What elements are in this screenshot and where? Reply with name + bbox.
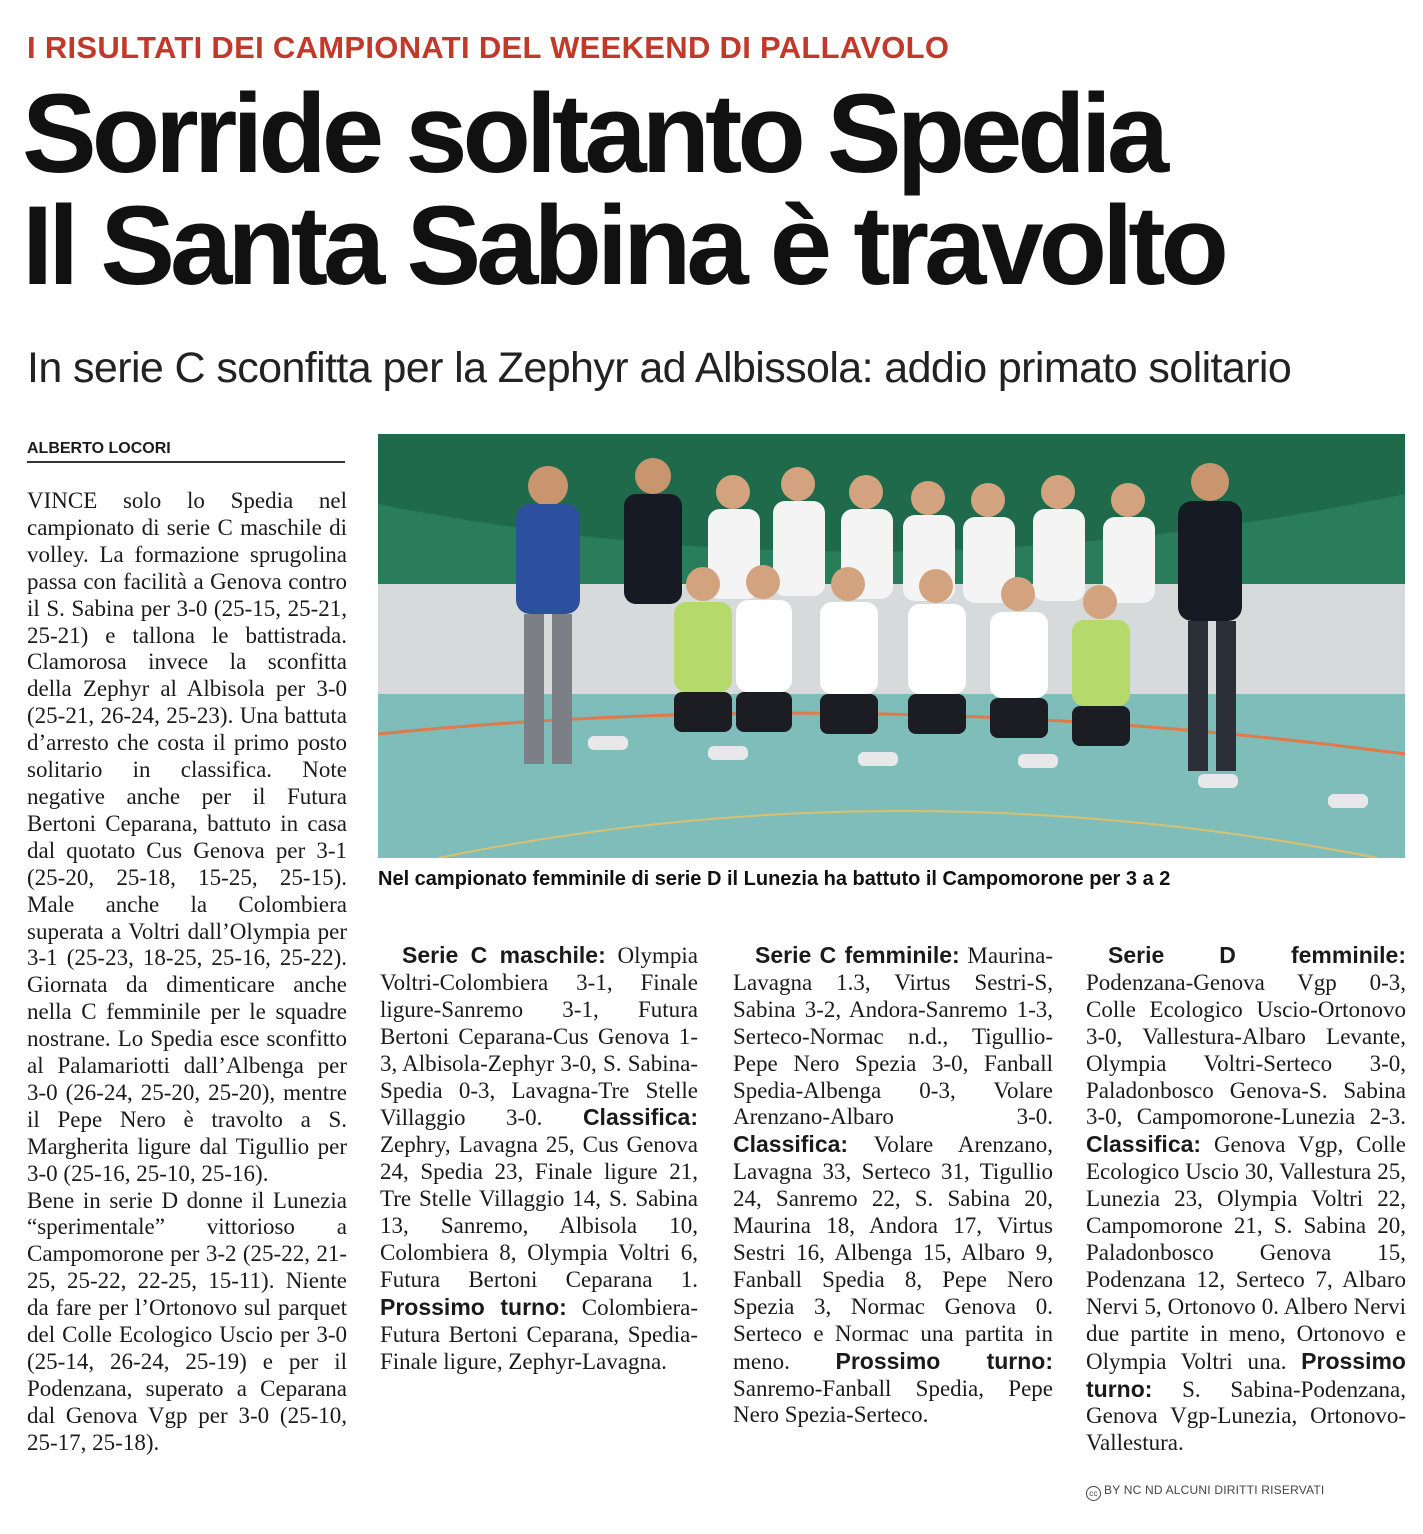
serie-d-femminile-classifica: Genova Vgp, Colle Ecologico Uscio 30, Vallestura 25, Lunezia 23, Olympia Voltri 22, Campomorone 21, S. Sabina 20, Paladonbosco Genova 15, Podenzana 12, Serteco 7, Albaro Nervi 5, Ortonovo 0. Albero Nervi due partite in meno, Ortonovo e Olympia Voltri una. [1086, 1132, 1406, 1374]
creative-commons-icon: cc [1086, 1486, 1101, 1501]
serie-d-femminile-block [1086, 942, 1406, 1457]
article-subheadline: In serie C sconfitta per la Zephyr ad Albissola: addio primato solitario [27, 344, 1292, 392]
team-photo [378, 434, 1405, 858]
author-byline: ALBERTO LOCORI [27, 440, 345, 463]
article-headline [22, 71, 1422, 308]
photo-caption: Nel campionato femminile di serie D il Lunezia ha battuto il Campomorone per 3 a 2 [378, 868, 1171, 890]
headline-line-1: Sorride soltanto Spedia [22, 71, 1165, 196]
serie-c-femminile-block [733, 942, 1053, 1429]
license-text: BY NC ND ALCUNI DIRITTI RISERVATI [1104, 1483, 1325, 1497]
serie-d-femminile-results: Podenzana-Genova Vgp 0-3, Colle Ecologico Uscio-Ortonovo 3-0, Vallestura-Albaro Levante, Olympia Voltri-Serteco 3-0, Paladonbosco Genova-S. Sabina 3-0, Campomorone-Lunezia 2-3. [1086, 969, 1406, 1130]
serie-d-femminile-prossimo-label: Prossimo turno: [1086, 1347, 1406, 1402]
serie-c-femminile-prossimo: Sanremo-Fanball Spedia, Pepe Nero Spezia-Serteco. [733, 1375, 1053, 1428]
headline-line-2: Il Santa Sabina è travolto [22, 183, 1224, 308]
serie-c-femminile-classifica: Volare Arenzano, Lavagna 33, Serteco 31, Tigullio 24, Sanremo 22, S. Sabina 20, Maurina 18, Andora 17, Virtus Sestri 16, Albenga 15, Albaro 9, Fanball Spedia 8, Pepe Nero Spezia 3, Normac Genova 0. Serteco e Normac una partita in meno. [733, 1132, 1053, 1374]
serie-c-maschile-block [380, 942, 698, 1376]
article-column-1 [27, 488, 347, 1457]
article-kicker: I RISULTATI DEI CAMPIONATI DEL WEEKEND DI PALLAVOLO [27, 30, 950, 65]
body-paragraph-1: VINCE solo lo Spedia nel campionato di serie C maschile di volley. La formazione sprugolina passa con facilità a Genova contro il S. Sabina per 3-0 (25-15, 25-21, 25-21) e tallona le battistrada. Clamorosa invece la sconfitta della Zephyr al Albisola per 3-0 (25-21, 26-24, 25-23). Una battuta d’arresto che costa il primo posto solitario in classifica. Note negative anche per il Futura Bertoni Ceparana, battuto in casa dal quotato Cus Genova per 3-1 (25-20, 25-18, 15-25, 25-15). Male anche la Colombiera superata a Voltri dall’Olympia per 3-1 (25-23, 18-25, 25-16, 25-22). Giornata da dimenticare anche nella C femminile per le squadre nostrane. Lo Spedia esce sconfitto al Palamariotti dall’Albenga per 3-0 (26-24, 25-20, 25-20), mentre il Pepe Nero è travolto a S. Margherita ligure dal Tigullio per 3-0 (25-16, 25-10, 25-16). [27, 488, 347, 1186]
serie-c-femminile-label: Serie C femminile: [755, 942, 960, 968]
serie-c-femminile-results: Maurina-Lavagna 1.3, Virtus Sestri-S, Sabina 3-2, Andora-Sanremo 1-3, Serteco-Normac n.d., Tigullio-Pepe Nero Spezia 3-0, Fanball Spedia-Albenga 0-3, Volare Arenzano-Albaro 3-0. [733, 943, 1053, 1130]
serie-d-femminile-label: Serie D femminile: [1108, 942, 1406, 968]
article-column-3 [733, 942, 1053, 1429]
serie-c-maschile-classifica: Zephry, Lavagna 25, Cus Genova 24, Spedia 23, Finale ligure 21, Tre Stelle Villaggio 14, S. Sabina 13, Sanremo, Albisola 10, Colombiera 8, Olympia Voltri 6, Futura Bertoni Ceparana 1. [380, 1132, 698, 1292]
article-column-2 [380, 942, 698, 1376]
serie-c-maschile-prossimo: Colombiera-Futura Bertoni Ceparana, Spedia-Finale ligure, Zephyr-Lavagna. [380, 1294, 698, 1374]
serie-c-femminile-prossimo-label: Prossimo turno: [835, 1347, 1054, 1374]
article-column-4 [1086, 942, 1406, 1457]
license-notice [1086, 1483, 1406, 1501]
serie-c-maschile-prossimo-label: Prossimo turno: [380, 1293, 567, 1320]
serie-c-femminile-classifica-label: Classifica: [733, 1131, 849, 1158]
serie-d-femminile-classifica-label: Classifica: [1086, 1131, 1202, 1158]
body-paragraph-2: Bene in serie D donne il Lunezia “sperimentale” vittorioso a Campomorone per 3-2 (25-22, 21-25, 25-22, 22-25, 15-11). Niente da fare per l’Ortonovo sul parquet del Colle Ecologico Uscio per 3-0 (25-14, 26-24, 25-19) e per il Podenzana, superato a Ceparana dal Genova Vgp per 3-0 (25-10, 25-17, 25-18). [27, 1187, 347, 1455]
serie-d-femminile-prossimo: S. Sabina-Podenzana, Genova Vgp-Lunezia, Ortonovo-Vallestura. [1086, 1376, 1406, 1456]
team-photo-illustration [378, 434, 1405, 858]
serie-c-maschile-results: Olympia Voltri-Colombiera 3-1, Finale ligure-Sanremo 3-1, Futura Bertoni Ceparana-Cus Genova 1-3, Albisola-Zephyr 3-0, S. Sabina-Spedia 0-3, Lavagna-Tre Stelle Villaggio 3-0. [380, 943, 698, 1131]
serie-c-maschile-label: Serie C maschile: [402, 942, 606, 968]
serie-c-maschile-classifica-label: Classifica: [582, 1104, 698, 1131]
